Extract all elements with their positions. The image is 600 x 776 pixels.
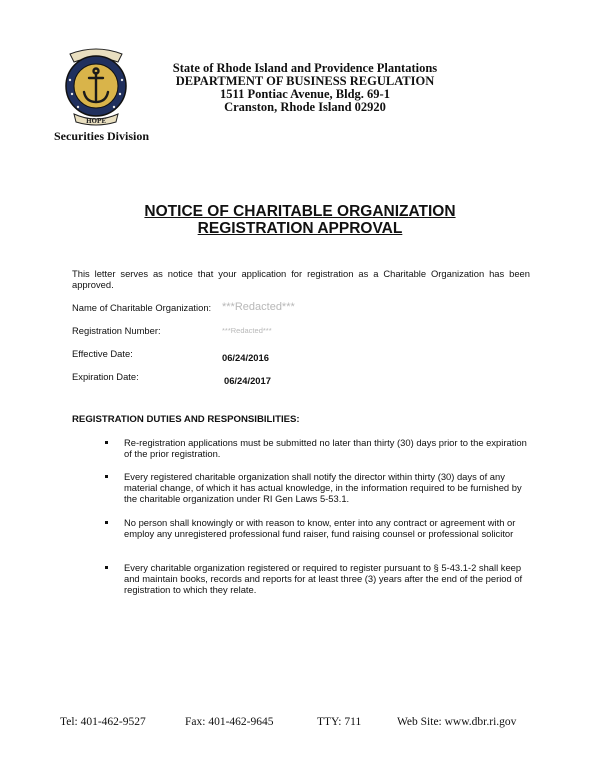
footer-fax: Fax: 401-462-9645 <box>185 716 274 728</box>
duty-text: Re-registration applications must be submitted no later than thirty (30) days prior to the expiration of the prior registration. <box>124 437 527 460</box>
footer-telephone: Tel: 401-462-9527 <box>60 716 146 728</box>
duty-text: No person shall knowingly or with reason to know, enter into any contract or agreement with or employ any unregistered professional fund raiser, fund raising counsel or professional solicitor <box>124 517 516 540</box>
header-state: State of Rhode Island and Providence Plantations <box>172 61 438 75</box>
notice-title-line2: REGISTRATION APPROVAL <box>197 220 403 237</box>
org-name-value: ***Redacted*** <box>222 301 295 313</box>
effective-date-label: Effective Date: <box>72 348 133 359</box>
effective-date-value: 06/24/2016 <box>222 352 269 363</box>
registration-number-value: ***Redacted*** <box>222 326 272 335</box>
expiration-date-value: 06/24/2017 <box>224 375 271 386</box>
rhode-island-seal-icon <box>56 40 136 128</box>
bullet-icon <box>105 441 108 444</box>
org-name-label: Name of Charitable Organization: <box>72 302 212 313</box>
seal-motto: HOPE <box>86 118 106 125</box>
bullet-icon <box>105 475 108 478</box>
header-department: DEPARTMENT OF BUSINESS REGULATION <box>175 74 435 88</box>
bullet-icon <box>105 521 108 524</box>
footer-website: Web Site: www.dbr.ri.gov <box>397 716 517 728</box>
header-address-city: Cranston, Rhode Island 02920 <box>224 100 386 114</box>
notice-title-line1: NOTICE OF CHARITABLE ORGANIZATION <box>144 203 456 220</box>
footer-tty: TTY: 711 <box>317 716 362 728</box>
duties-heading: REGISTRATION DUTIES AND RESPONSIBILITIES: <box>72 414 300 425</box>
division-label: Securities Division <box>54 129 149 143</box>
header-address-street: 1511 Pontiac Avenue, Bldg. 69-1 <box>220 87 390 101</box>
intro-paragraph: This letter serves as notice that your application for registration as a Charitable Organization has been approved. <box>72 268 530 290</box>
duty-text: Every charitable organization registered or required to register pursuant to § 5-43.1-2 shall keep and maintain books, records and reports for at least three (3) years after the end of the period of registration to which they relate. <box>124 562 523 596</box>
duty-text: Every registered charitable organization shall notify the director within thirty (30) days of any material change, of which it has actual knowledge, in the information required to be furnished by the charitable organization under RI Gen Laws 5-53.1. <box>124 471 522 505</box>
agency-header <box>140 62 470 114</box>
bullet-icon <box>105 566 108 569</box>
expiration-date-label: Expiration Date: <box>72 371 139 382</box>
registration-number-label: Registration Number: <box>72 325 161 336</box>
